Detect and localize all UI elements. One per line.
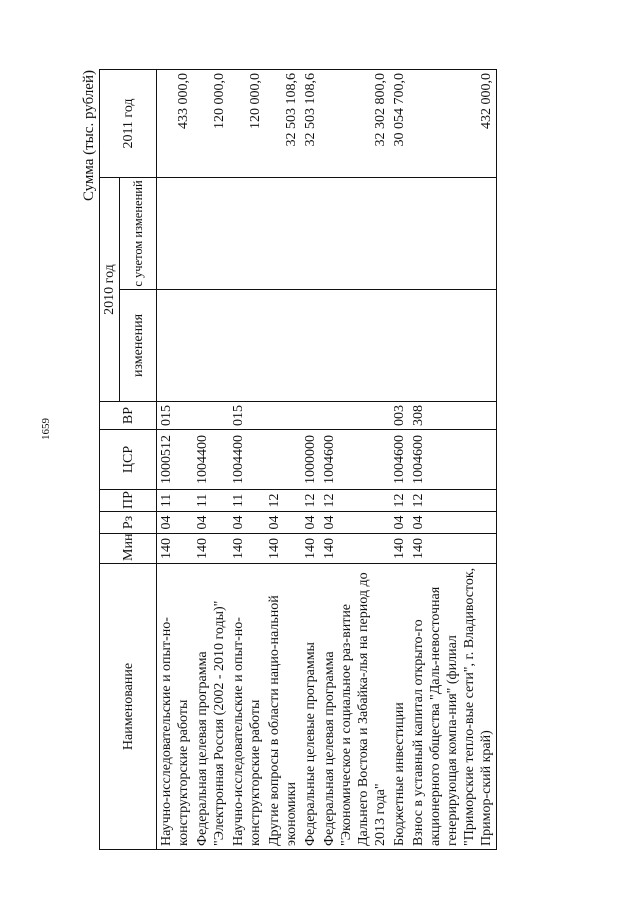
cell-vr: 003 [390,402,409,430]
cell-rz: 04 [320,512,390,534]
cell-min: 140 [390,534,409,564]
cell-2011: 120 000,0 [193,70,229,178]
cell-with-changes [193,178,229,290]
col-header-vr: ВР [100,402,157,430]
table-row [409,70,497,850]
cell-csr: 1000000 [301,430,320,490]
cell-vr [265,402,301,430]
cell-2011: 433 000,0 [157,70,194,178]
cell-name: Федеральная целевая программа "Электронная Россия (2002 - 2010 годы)" [193,564,229,850]
cell-name: Бюджетные инвестиции [390,564,409,850]
cell-rz: 04 [390,512,409,534]
cell-name: Федеральная целевая программа "Экономическое и социальное раз-витие Дальнего Востока и Забайка-лья на период до 2013 года" [320,564,390,850]
cell-rz: 04 [229,512,265,534]
cell-changes [229,290,265,402]
cell-changes [193,290,229,402]
cell-csr: 1004400 [229,430,265,490]
table-body [157,70,497,850]
cell-changes [301,290,320,402]
cell-min: 140 [157,534,194,564]
cell-with-changes [390,178,409,290]
header-row-top [100,70,120,850]
table-row [320,70,390,850]
cell-2011: 30 054 700,0 [390,70,409,178]
cell-csr: 1004400 [193,430,229,490]
table-row [157,70,194,850]
page-number: 1659 [40,418,52,440]
cell-rz: 04 [157,512,194,534]
cell-vr: 015 [157,402,194,430]
cell-changes [265,290,301,402]
cell-with-changes [157,178,194,290]
cell-changes [409,290,497,402]
cell-name: Взнос в уставный капитал открыто-го акционерного общества "Даль-невосточная генерирующая компа-ния" (филиал "Приморские тепло-вые сети", г. Владивосток, Примор-ский край) [409,564,497,850]
cell-min: 140 [320,534,390,564]
cell-pr: 12 [265,490,301,512]
cell-min: 140 [265,534,301,564]
col-header-pr: ПР [100,490,157,512]
cell-vr [301,402,320,430]
col-header-csr: ЦСР [100,430,157,490]
table-row [265,70,301,850]
cell-pr: 12 [301,490,320,512]
cell-pr: 12 [320,490,390,512]
cell-with-changes [301,178,320,290]
cell-min: 140 [229,534,265,564]
cell-pr: 11 [229,490,265,512]
cell-rz: 04 [409,512,497,534]
cell-vr [193,402,229,430]
cell-pr: 12 [390,490,409,512]
cell-2011: 120 000,0 [229,70,265,178]
cell-min: 140 [301,534,320,564]
col-header-min: Мин [100,534,157,564]
cell-with-changes [320,178,390,290]
cell-vr [320,402,390,430]
cell-2011: 32 503 108,6 [265,70,301,178]
cell-changes [320,290,390,402]
cell-changes [390,290,409,402]
cell-min: 140 [409,534,497,564]
cell-with-changes [409,178,497,290]
cell-csr [265,430,301,490]
cell-with-changes [229,178,265,290]
col-header-name: Наименование [100,564,157,850]
cell-name: Другие вопросы в области нацио-нальной экономики [265,564,301,850]
col-header-year-2011: 2011 год [100,70,157,178]
col-header-with-changes: с учетом изменений [120,178,157,290]
table-row [301,70,320,850]
budget-table [99,69,497,850]
cell-2011: 32 503 108,6 [301,70,320,178]
cell-rz: 04 [265,512,301,534]
cell-pr: 11 [157,490,194,512]
cell-rz: 04 [301,512,320,534]
cell-2011: 432 000,0 [409,70,497,178]
cell-with-changes [265,178,301,290]
cell-csr: 1000512 [157,430,194,490]
cell-csr: 1004600 [409,430,497,490]
table-row [229,70,265,850]
col-header-changes: изменения [120,290,157,402]
rotated-table-block [80,70,550,850]
cell-pr: 11 [193,490,229,512]
cell-vr: 015 [229,402,265,430]
col-header-rz: Рз [100,512,157,534]
table-row [193,70,229,850]
cell-vr: 308 [409,402,497,430]
cell-name: Федеральные целевые программы [301,564,320,850]
table-row [390,70,409,850]
cell-pr: 12 [409,490,497,512]
col-header-year-2010: 2010 год [100,178,120,402]
cell-min: 140 [193,534,229,564]
cell-name: Научно-исследовательские и опыт-но-конструкторские работы [157,564,194,850]
cell-rz: 04 [193,512,229,534]
units-caption: Сумма (тыс. рублей) [81,70,97,202]
cell-name: Научно-исследовательские и опыт-но-конструкторские работы [229,564,265,850]
cell-changes [157,290,194,402]
cell-csr: 1004600 [320,430,390,490]
cell-csr: 1004600 [390,430,409,490]
cell-2011: 32 302 800,0 [320,70,390,178]
